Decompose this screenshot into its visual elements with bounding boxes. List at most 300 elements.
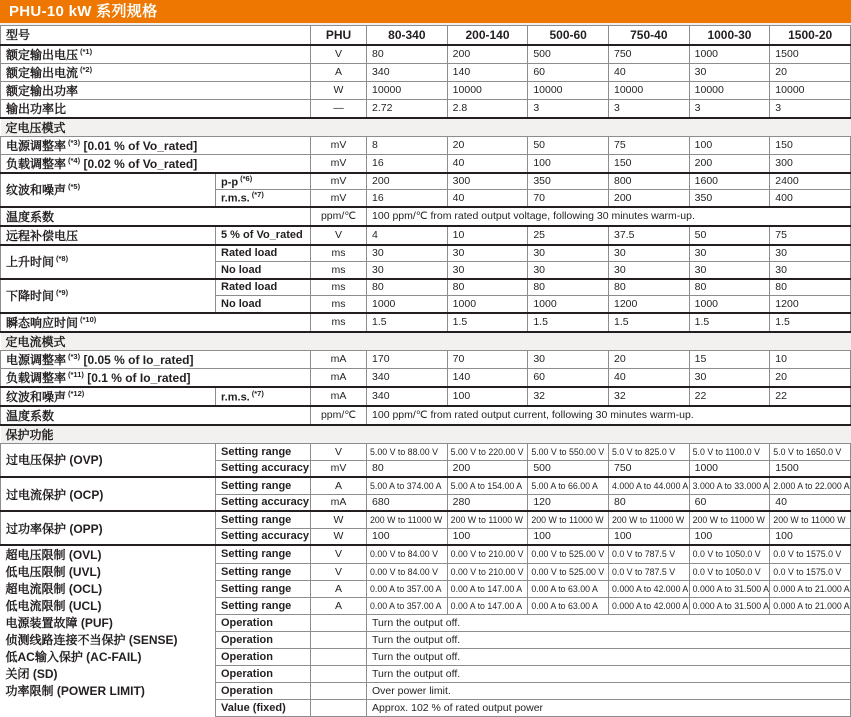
value-cell: 0.00 A to 63.00 A bbox=[528, 580, 609, 597]
row-label: 低电压限制 (UVL) bbox=[5, 565, 101, 579]
value-cell: 0.00 A to 147.00 A bbox=[447, 597, 528, 614]
value-cell: 100 bbox=[770, 528, 851, 545]
footnote-marker: (*5) bbox=[68, 182, 81, 191]
value-cell: 25 bbox=[528, 226, 609, 245]
row-label: 额定输出电压 $^{(*1)}$ bbox=[1, 45, 311, 64]
value-cell: 10000 bbox=[770, 81, 851, 99]
value-cell: 200 W to 11000 W bbox=[447, 511, 528, 528]
row-label bbox=[1, 699, 216, 716]
value-cell: 75 bbox=[608, 136, 689, 154]
value-cell: 3 bbox=[608, 99, 689, 118]
value-cell: 40 bbox=[608, 63, 689, 81]
unit-cell bbox=[311, 631, 367, 648]
table-row bbox=[1, 45, 851, 64]
model-header-1500-20: 1500-20 bbox=[770, 26, 851, 45]
value-cell: 150 bbox=[608, 154, 689, 173]
section-label: 保护功能 bbox=[1, 425, 851, 444]
value-cell: 100 bbox=[447, 387, 528, 406]
value-cell: 340 bbox=[367, 387, 448, 406]
value-cell: 0.0 V to 1575.0 V bbox=[770, 545, 851, 563]
row-label: 过电压保护 (OVP) bbox=[1, 443, 216, 477]
row-sub-label: r.m.s. $^{(*7)}$ bbox=[216, 190, 311, 207]
value-cell: 200 bbox=[608, 190, 689, 207]
value-cell: 30 bbox=[689, 262, 770, 279]
footnote-marker: (*7) bbox=[251, 388, 264, 398]
span-value-cell: Over power limit. bbox=[367, 682, 851, 699]
row-sub-label: Setting accuracy bbox=[216, 460, 311, 477]
value-cell: 200 W to 11000 W bbox=[367, 511, 448, 528]
span-value-cell: Turn the output off. bbox=[367, 631, 851, 648]
span-value-cell: Approx. 102 % of rated output power bbox=[367, 699, 851, 716]
row-label: 瞬态响应时间 $^{(*10)}$ bbox=[1, 313, 311, 332]
row-label: 负载调整率 $^{(*4)}$ [0.02 % of Vo_rated] bbox=[1, 154, 311, 173]
value-cell: 80 bbox=[608, 494, 689, 511]
value-cell: 200 bbox=[447, 460, 528, 477]
row-label: 上升时间 $^{(*8)}$ bbox=[1, 245, 216, 279]
value-cell: 100 bbox=[528, 528, 609, 545]
value-cell: 30 bbox=[770, 262, 851, 279]
footnote-marker: (*9) bbox=[56, 288, 69, 297]
value-cell: 0.00 V to 84.00 V bbox=[367, 563, 448, 580]
row-sub-label: r.m.s. $^{(*7)}$ bbox=[216, 387, 311, 406]
value-cell: 30 bbox=[528, 245, 609, 262]
value-cell: 5.0 V to 1100.0 V bbox=[689, 443, 770, 460]
unit-cell: — bbox=[311, 99, 367, 118]
unit-cell: W bbox=[311, 528, 367, 545]
value-cell: 40 bbox=[447, 154, 528, 173]
value-cell: 1200 bbox=[608, 296, 689, 313]
unit-cell: mV bbox=[311, 190, 367, 207]
unit-cell bbox=[311, 665, 367, 682]
value-cell: 3 bbox=[689, 99, 770, 118]
row-label: 低AC输入保护 (AC-FAIL) bbox=[5, 650, 142, 664]
footnote-marker: (*2) bbox=[80, 64, 93, 74]
value-cell: 10000 bbox=[689, 81, 770, 99]
value-cell: 0.000 A to 21.000 A bbox=[770, 597, 851, 614]
row-sub-label: Setting range bbox=[216, 580, 311, 597]
value-cell: 50 bbox=[689, 226, 770, 245]
row-sub-label: Setting range bbox=[216, 443, 311, 460]
table-row bbox=[1, 597, 851, 614]
value-cell: 120 bbox=[528, 494, 609, 511]
value-cell: 10000 bbox=[528, 81, 609, 99]
table-row bbox=[1, 279, 851, 296]
unit-cell: A bbox=[311, 580, 367, 597]
value-cell: 200 bbox=[447, 45, 528, 64]
value-cell: 100 bbox=[528, 154, 609, 173]
unit-cell bbox=[311, 682, 367, 699]
value-cell: 32 bbox=[608, 387, 689, 406]
table-row bbox=[1, 614, 851, 631]
value-cell: 10000 bbox=[608, 81, 689, 99]
value-cell: 500 bbox=[528, 45, 609, 64]
value-cell: 1600 bbox=[689, 173, 770, 190]
model-header-200-140: 200-140 bbox=[447, 26, 528, 45]
value-cell: 1500 bbox=[770, 460, 851, 477]
table-row bbox=[1, 207, 851, 226]
value-cell: 1500 bbox=[770, 45, 851, 64]
value-cell: 30 bbox=[447, 262, 528, 279]
value-cell: 5.00 A to 154.00 A bbox=[447, 477, 528, 494]
footnote-marker: (*8) bbox=[56, 254, 69, 263]
row-label: 超电压限制 (OVL) bbox=[1, 545, 216, 563]
footnote-marker: (*10) bbox=[80, 314, 97, 324]
row-label: 功率限制 (POWER LIMIT) bbox=[5, 684, 145, 698]
value-cell: 10000 bbox=[367, 81, 448, 99]
footnote-marker: (*11) bbox=[68, 369, 84, 379]
table-row bbox=[1, 545, 851, 563]
table-row bbox=[1, 350, 851, 368]
value-cell: 30 bbox=[770, 245, 851, 262]
value-cell: 20 bbox=[770, 63, 851, 81]
span-value-cell: 100 ppm/℃ from rated output voltage, following 30 minutes warm-up. bbox=[367, 207, 851, 226]
unit-cell: ms bbox=[311, 245, 367, 262]
value-cell: 10 bbox=[447, 226, 528, 245]
value-cell: 1.5 bbox=[689, 313, 770, 332]
unit-cell: V bbox=[311, 45, 367, 64]
model-column-header: 型号 bbox=[1, 26, 311, 45]
value-cell: 200 W to 11000 W bbox=[608, 511, 689, 528]
value-cell: 80 bbox=[447, 279, 528, 296]
value-cell: 2400 bbox=[770, 173, 851, 190]
value-cell: 2.8 bbox=[447, 99, 528, 118]
value-cell: 0.00 V to 84.00 V bbox=[367, 545, 448, 563]
row-sub-label: Operation bbox=[216, 682, 311, 699]
value-cell: 0.0 V to 787.5 V bbox=[608, 545, 689, 563]
row-sub-label: Setting range bbox=[216, 511, 311, 528]
value-cell: 200 W to 11000 W bbox=[770, 511, 851, 528]
value-cell: 0.000 A to 42.000 A bbox=[608, 580, 689, 597]
value-cell: 20 bbox=[608, 350, 689, 368]
model-header-750-40: 750-40 bbox=[608, 26, 689, 45]
unit-cell: ms bbox=[311, 313, 367, 332]
table-row bbox=[1, 511, 851, 528]
table-row bbox=[1, 99, 851, 118]
value-cell: 3 bbox=[528, 99, 609, 118]
row-sub-label: 5 % of Vo_rated bbox=[216, 226, 311, 245]
table-row bbox=[1, 368, 851, 387]
span-value-cell: Turn the output off. bbox=[367, 648, 851, 665]
value-cell: 80 bbox=[770, 279, 851, 296]
footnote-marker: (*3) bbox=[68, 137, 81, 147]
model-header-1000-30: 1000-30 bbox=[689, 26, 770, 45]
table-row bbox=[1, 136, 851, 154]
value-cell: 0.00 V to 210.00 V bbox=[447, 563, 528, 580]
value-cell: 350 bbox=[689, 190, 770, 207]
row-sub-label: No load bbox=[216, 262, 311, 279]
row-label: 下降时间 $^{(*9)}$ bbox=[1, 279, 216, 313]
value-cell: 200 W to 11000 W bbox=[528, 511, 609, 528]
row-label: 关闭 (SD) bbox=[5, 667, 58, 681]
value-cell: 0.0 V to 787.5 V bbox=[608, 563, 689, 580]
title-banner bbox=[0, 0, 851, 23]
row-sub-label: Operation bbox=[216, 614, 311, 631]
value-cell: 5.00 A to 374.00 A bbox=[367, 477, 448, 494]
footnote-marker: (*12) bbox=[68, 388, 85, 398]
value-cell: 280 bbox=[447, 494, 528, 511]
table-row bbox=[1, 477, 851, 494]
value-cell: 60 bbox=[689, 494, 770, 511]
value-cell: 1000 bbox=[689, 460, 770, 477]
span-value-cell: Turn the output off. bbox=[367, 614, 851, 631]
section-row bbox=[1, 118, 851, 137]
unit-column-header: PHU bbox=[311, 26, 367, 45]
unit-cell: ms bbox=[311, 279, 367, 296]
row-label: 温度系数 bbox=[1, 406, 311, 425]
value-cell: 30 bbox=[608, 245, 689, 262]
row-sub-label: p-p $^{(*6)}$ bbox=[216, 173, 311, 190]
value-cell: 15 bbox=[689, 350, 770, 368]
unit-cell bbox=[311, 614, 367, 631]
value-cell: 5.00 V to 220.00 V bbox=[447, 443, 528, 460]
unit-cell bbox=[311, 648, 367, 665]
table-row bbox=[1, 387, 851, 406]
value-cell: 5.0 V to 1650.0 V bbox=[770, 443, 851, 460]
value-cell: 1.5 bbox=[608, 313, 689, 332]
unit-cell: ppm/℃ bbox=[311, 406, 367, 425]
section-row bbox=[1, 425, 851, 444]
unit-cell: mV bbox=[311, 460, 367, 477]
value-cell: 340 bbox=[367, 63, 448, 81]
value-cell: 140 bbox=[447, 63, 528, 81]
value-cell: 30 bbox=[367, 245, 448, 262]
row-label: 过功率保护 (OPP) bbox=[1, 511, 216, 545]
value-cell: 80 bbox=[608, 279, 689, 296]
value-cell: 30 bbox=[447, 245, 528, 262]
value-cell: 5.00 A to 66.00 A bbox=[528, 477, 609, 494]
table-row bbox=[1, 580, 851, 597]
value-cell: 350 bbox=[528, 173, 609, 190]
value-cell: 3.000 A to 33.000 A bbox=[689, 477, 770, 494]
unit-cell: W bbox=[311, 81, 367, 99]
value-cell: 150 bbox=[770, 136, 851, 154]
unit-cell: ppm/℃ bbox=[311, 207, 367, 226]
span-value-cell: Turn the output off. bbox=[367, 665, 851, 682]
table-row bbox=[1, 665, 851, 682]
value-cell: 200 W to 11000 W bbox=[689, 511, 770, 528]
value-cell: 1000 bbox=[367, 296, 448, 313]
value-cell: 70 bbox=[447, 350, 528, 368]
value-cell: 100 bbox=[447, 528, 528, 545]
value-cell: 0.000 A to 31.500 A bbox=[689, 597, 770, 614]
model-header-80-340: 80-340 bbox=[367, 26, 448, 45]
unit-cell: mA bbox=[311, 368, 367, 387]
value-cell: 30 bbox=[528, 262, 609, 279]
value-cell: 400 bbox=[770, 190, 851, 207]
value-cell: 80 bbox=[367, 279, 448, 296]
value-cell: 75 bbox=[770, 226, 851, 245]
value-cell: 200 bbox=[367, 173, 448, 190]
row-label: 额定输出电流 $^{(*2)}$ bbox=[1, 63, 311, 81]
footnote-marker: (*6) bbox=[240, 173, 253, 183]
value-cell: 5.00 V to 550.00 V bbox=[528, 443, 609, 460]
footnote-marker: (*7) bbox=[251, 190, 264, 200]
value-cell: 80 bbox=[528, 279, 609, 296]
unit-cell: V bbox=[311, 443, 367, 460]
row-sub-label: Rated load bbox=[216, 279, 311, 296]
value-cell: 0.0 V to 1050.0 V bbox=[689, 563, 770, 580]
spec-table bbox=[0, 25, 851, 717]
value-cell: 100 bbox=[689, 136, 770, 154]
value-cell: 750 bbox=[608, 460, 689, 477]
value-cell: 5.0 V to 825.0 V bbox=[608, 443, 689, 460]
value-cell: 100 bbox=[608, 528, 689, 545]
unit-cell: mA bbox=[311, 494, 367, 511]
row-sub-label: Setting range bbox=[216, 563, 311, 580]
value-cell: 0.0 V to 1050.0 V bbox=[689, 545, 770, 563]
page-title: PHU-10 kW 系列规格 bbox=[9, 3, 158, 20]
value-cell: 170 bbox=[367, 350, 448, 368]
table-row bbox=[1, 81, 851, 99]
table-row bbox=[1, 682, 851, 699]
row-label: 额定输出功率 bbox=[1, 81, 311, 99]
value-cell: 800 bbox=[608, 173, 689, 190]
value-cell: 50 bbox=[528, 136, 609, 154]
value-cell: 30 bbox=[608, 262, 689, 279]
value-cell: 8 bbox=[367, 136, 448, 154]
row-sub-label: Operation bbox=[216, 665, 311, 682]
section-label: 定电流模式 bbox=[1, 332, 851, 351]
value-cell: 32 bbox=[528, 387, 609, 406]
value-cell: 30 bbox=[689, 368, 770, 387]
value-cell: 100 bbox=[689, 528, 770, 545]
value-cell: 1.5 bbox=[367, 313, 448, 332]
value-cell: 80 bbox=[367, 460, 448, 477]
value-cell: 140 bbox=[447, 368, 528, 387]
value-cell: 16 bbox=[367, 190, 448, 207]
value-cell: 10 bbox=[770, 350, 851, 368]
value-cell: 5.00 V to 88.00 V bbox=[367, 443, 448, 460]
row-label: 低电流限制 (UCL) bbox=[5, 599, 102, 613]
value-cell: 100 bbox=[367, 528, 448, 545]
value-cell: 300 bbox=[770, 154, 851, 173]
footnote-marker: (*3) bbox=[68, 351, 81, 361]
row-sub-label: Setting range bbox=[216, 477, 311, 494]
value-cell: 0.00 V to 525.00 V bbox=[528, 545, 609, 563]
unit-cell: W bbox=[311, 511, 367, 528]
unit-cell: V bbox=[311, 226, 367, 245]
row-sub-label: Setting range bbox=[216, 597, 311, 614]
value-cell: 30 bbox=[689, 63, 770, 81]
unit-cell: A bbox=[311, 477, 367, 494]
value-cell: 30 bbox=[689, 245, 770, 262]
table-row bbox=[1, 406, 851, 425]
unit-cell: mA bbox=[311, 350, 367, 368]
table-row bbox=[1, 648, 851, 665]
value-cell: 0.00 A to 63.00 A bbox=[528, 597, 609, 614]
row-label: 侦测线路连接不当保护 (SENSE) bbox=[5, 633, 178, 647]
unit-cell: mV bbox=[311, 136, 367, 154]
value-cell: 0.00 A to 147.00 A bbox=[447, 580, 528, 597]
row-sub-label: Setting accuracy bbox=[216, 494, 311, 511]
row-sub-label: Setting range bbox=[216, 545, 311, 563]
value-cell: 0.000 A to 21.000 A bbox=[770, 580, 851, 597]
row-label: 电源装置故障 (PUF) bbox=[5, 616, 113, 630]
value-cell: 750 bbox=[608, 45, 689, 64]
table-row bbox=[1, 245, 851, 262]
unit-cell: A bbox=[311, 63, 367, 81]
value-cell: 1.5 bbox=[770, 313, 851, 332]
value-cell: 0.00 V to 210.00 V bbox=[447, 545, 528, 563]
value-cell: 0.00 V to 525.00 V bbox=[528, 563, 609, 580]
row-label: 电源调整率 $^{(*3)}$ [0.01 % of Vo_rated] bbox=[1, 136, 311, 154]
row-sub-label: Operation bbox=[216, 648, 311, 665]
table-row bbox=[1, 63, 851, 81]
table-row bbox=[1, 226, 851, 245]
value-cell: 80 bbox=[367, 45, 448, 64]
table-row bbox=[1, 631, 851, 648]
value-cell: 300 bbox=[447, 173, 528, 190]
row-sub-label: Value (fixed) bbox=[216, 699, 311, 716]
value-cell: 3 bbox=[770, 99, 851, 118]
unit-cell bbox=[311, 699, 367, 716]
row-label: 纹波和噪声 $^{(*12)}$ bbox=[1, 387, 216, 406]
value-cell: 340 bbox=[367, 368, 448, 387]
value-cell: 80 bbox=[689, 279, 770, 296]
value-cell: 1000 bbox=[689, 45, 770, 64]
value-cell: 20 bbox=[770, 368, 851, 387]
section-label: 定电压模式 bbox=[1, 118, 851, 137]
value-cell: 1200 bbox=[770, 296, 851, 313]
unit-cell: mV bbox=[311, 154, 367, 173]
table-row bbox=[1, 154, 851, 173]
row-label: 超电流限制 (OCL) bbox=[5, 582, 103, 596]
value-cell: 30 bbox=[528, 350, 609, 368]
value-cell: 60 bbox=[528, 63, 609, 81]
value-cell: 40 bbox=[447, 190, 528, 207]
value-cell: 1000 bbox=[689, 296, 770, 313]
value-cell: 10000 bbox=[447, 81, 528, 99]
unit-cell: V bbox=[311, 563, 367, 580]
row-sub-label: Rated load bbox=[216, 245, 311, 262]
row-sub-label: Operation bbox=[216, 631, 311, 648]
model-header-500-60: 500-60 bbox=[528, 26, 609, 45]
row-label: 过电流保护 (OCP) bbox=[1, 477, 216, 511]
value-cell: 22 bbox=[689, 387, 770, 406]
unit-cell: mV bbox=[311, 173, 367, 190]
value-cell: 1.5 bbox=[447, 313, 528, 332]
unit-cell: mA bbox=[311, 387, 367, 406]
value-cell: 680 bbox=[367, 494, 448, 511]
value-cell: 40 bbox=[770, 494, 851, 511]
spec-table-body bbox=[1, 45, 851, 717]
value-cell: 30 bbox=[367, 262, 448, 279]
row-label: 纹波和噪声 $^{(*5)}$ bbox=[1, 173, 216, 207]
value-cell: 20 bbox=[447, 136, 528, 154]
value-cell: 0.00 A to 357.00 A bbox=[367, 597, 448, 614]
row-label: 负载调整率 $^{(*11)}$ [0.1 % of Io_rated] bbox=[1, 368, 311, 387]
value-cell: 0.000 A to 42.000 A bbox=[608, 597, 689, 614]
value-cell: 70 bbox=[528, 190, 609, 207]
row-sub-label: Setting accuracy bbox=[216, 528, 311, 545]
span-value-cell: 100 ppm/℃ from rated output current, following 30 minutes warm-up. bbox=[367, 406, 851, 425]
value-cell: 2.72 bbox=[367, 99, 448, 118]
value-cell: 4 bbox=[367, 226, 448, 245]
value-cell: 1000 bbox=[528, 296, 609, 313]
value-cell: 37.5 bbox=[608, 226, 689, 245]
value-cell: 1.5 bbox=[528, 313, 609, 332]
value-cell: 500 bbox=[528, 460, 609, 477]
table-row bbox=[1, 173, 851, 190]
value-cell: 60 bbox=[528, 368, 609, 387]
row-label: 电源调整率 $^{(*3)}$ [0.05 % of Io_rated] bbox=[1, 350, 311, 368]
table-row bbox=[1, 313, 851, 332]
unit-cell: ms bbox=[311, 296, 367, 313]
value-cell: 40 bbox=[608, 368, 689, 387]
unit-cell: ms bbox=[311, 262, 367, 279]
unit-cell: V bbox=[311, 545, 367, 563]
value-cell: 1000 bbox=[447, 296, 528, 313]
